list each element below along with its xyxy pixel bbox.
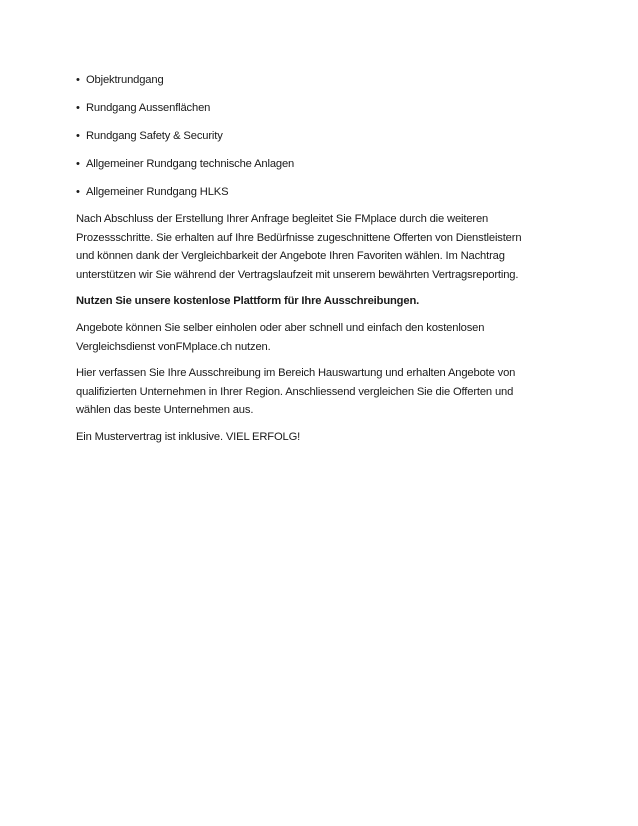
text-line: unterstützen wir Sie während der Vertragslaufzeit mit unserem bewährten Vertragsreporting. bbox=[76, 268, 519, 281]
bullet-marker: • bbox=[76, 130, 80, 142]
region-paragraph bbox=[76, 364, 566, 420]
list-item bbox=[76, 70, 566, 91]
platform-headline bbox=[76, 292, 566, 311]
bullet-marker: • bbox=[76, 74, 80, 86]
list-item bbox=[76, 154, 566, 175]
document-page bbox=[76, 70, 566, 455]
offers-paragraph bbox=[76, 319, 566, 356]
text-line: Ein Mustervertrag ist inklusive. VIEL ERFOLG! bbox=[76, 430, 301, 443]
text-line: Vergleichsdienst vonFMplace.ch nutzen. bbox=[76, 340, 271, 353]
list-item bbox=[76, 182, 566, 203]
text-line: Angebote können Sie selber einholen oder aber schnell und einfach den kostenlosen bbox=[76, 321, 485, 334]
text-line: Nutzen Sie unsere kostenlose Plattform für Ihre Ausschreibungen. bbox=[76, 295, 420, 308]
closing-paragraph bbox=[76, 428, 566, 447]
text-line: Nach Abschluss der Erstellung Ihrer Anfrage begleitet Sie FMplace durch die weiteren bbox=[76, 213, 489, 225]
list-item-text: Rundgang Safety & Security bbox=[86, 130, 223, 142]
process-paragraph bbox=[76, 210, 566, 284]
text-line: Prozessschritte. Sie erhalten auf Ihre Bedürfnisse zugeschnittene Offerten von Dienstleistern bbox=[76, 231, 522, 244]
text-line: und können dank der Vergleichbarkeit der Angebote Ihren Favoriten wählen. Im Nachtrag bbox=[76, 250, 505, 263]
bullet-marker: • bbox=[76, 186, 80, 198]
bullet-marker: • bbox=[76, 102, 80, 114]
tour-list bbox=[76, 70, 566, 203]
text-line: qualifizierten Unternehmen in Ihrer Region. Anschliessend vergleichen Sie die Offerten und bbox=[76, 385, 514, 398]
list-item bbox=[76, 126, 566, 147]
list-item-text: Allgemeiner Rundgang technische Anlagen bbox=[86, 158, 295, 170]
bullet-marker: • bbox=[76, 158, 80, 170]
text-line: wählen das beste Unternehmen aus. bbox=[76, 404, 254, 417]
text-line: Hier verfassen Sie Ihre Ausschreibung im Bereich Hauswartung und erhalten Angebote von bbox=[76, 367, 516, 380]
list-item-text: Allgemeiner Rundgang HLKS bbox=[86, 186, 229, 198]
list-item bbox=[76, 98, 566, 119]
list-item-text: Rundgang Aussenflächen bbox=[86, 102, 211, 114]
list-item-text: Objektrundgang bbox=[86, 74, 164, 86]
